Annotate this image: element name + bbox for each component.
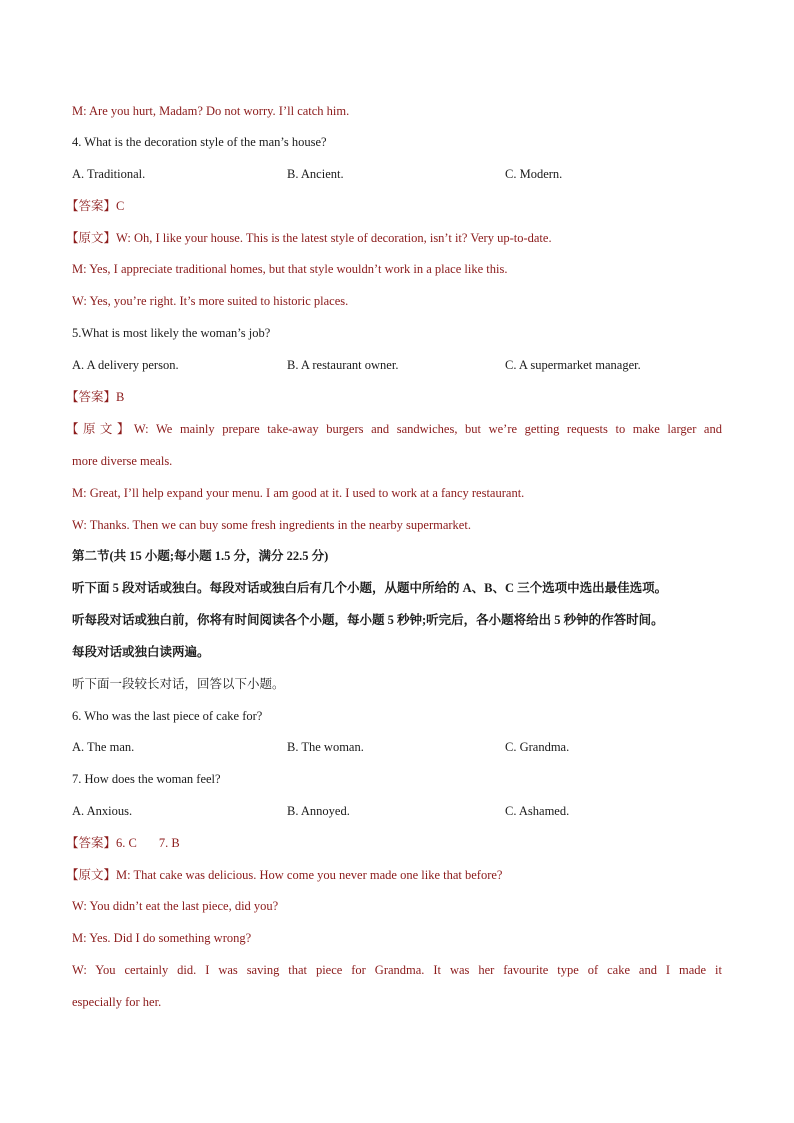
instructions-line-1: 听下面 5 段对话或独白。每段对话或独白后有几个小题，从题中所给的 A、B、C 三个选项中选出最佳选项。 [72, 581, 668, 595]
option-c: C. Modern. [505, 167, 563, 181]
answer-value: B [116, 390, 125, 404]
transcript-5-line-1b: more diverse meals. [72, 454, 173, 468]
transcript-tag: 【原文】 [66, 422, 134, 436]
option-c: C. Ashamed. [505, 804, 570, 818]
answer-value: C [116, 199, 125, 213]
question-4: 4. What is the decoration style of the man’s house? [72, 135, 327, 149]
transcript-67-line-4b: especially for her. [72, 995, 162, 1009]
instructions-line-2: 听每段对话或独白前，你将有时间阅读各个小题，每小题 5 秒钟;听完后，各小题将给出 5 秒钟的作答时间。 [72, 613, 664, 627]
question-5: 5.What is most likely the woman’s job? [72, 326, 271, 340]
transcript-4-line-2: M: Yes, I appreciate traditional homes, but that style wouldn’t work in a place like this. [72, 262, 508, 276]
option-a: A. Traditional. [72, 167, 146, 181]
option-c: C. A supermarket manager. [505, 358, 641, 372]
option-b: B. Annoyed. [287, 804, 350, 818]
transcript-line: M: Are you hurt, Madam? Do not worry. I’ll catch him. [72, 104, 350, 118]
answer-5 [66, 389, 716, 405]
transcript-5-line-3: W: Thanks. Then we can buy some fresh ingredients in the nearby supermarket. [72, 518, 471, 532]
answer-value-7: 7. B [158, 836, 180, 850]
option-c: C. Grandma. [505, 740, 570, 754]
option-a: A. Anxious. [72, 804, 133, 818]
answer-tag: 【答案】 [66, 199, 117, 213]
transcript-67-line-2: W: You didn’t eat the last piece, did you? [72, 899, 279, 913]
section-2-heading: 第二节(共 15 小题;每小题 1.5 分，满分 22.5 分) [72, 549, 329, 563]
option-a: A. A delivery person. [72, 358, 179, 372]
option-a: A. The man. [72, 740, 135, 754]
answer-4 [66, 198, 716, 214]
transcript-67-line-1: 【原文】M: That cake was delicious. How come you never made one like that before? [66, 868, 503, 882]
answer-tag: 【答案】 [66, 390, 117, 404]
transcript-tag: 【原文】 [66, 868, 117, 882]
option-b: B. Ancient. [287, 167, 344, 181]
answer-value-6: 6. C [116, 836, 137, 850]
transcript-5-line-2: M: Great, I’ll help expand your menu. I am good at it. I used to work at a fancy restaurant. [72, 486, 525, 500]
transcript-5-line-1: 【原文】W: We mainly prepare take-away burgers and sandwiches, but we’re getting requests to make larger and [66, 422, 722, 436]
option-b: B. A restaurant owner. [287, 358, 399, 372]
transcript-4-line-3: W: Yes, you’re right. It’s more suited to historic places. [72, 294, 349, 308]
intro-line: 听下面一段较长对话，回答以下小题。 [72, 677, 285, 691]
transcript-67-line-3: M: Yes. Did I do something wrong? [72, 931, 252, 945]
question-6: 6. Who was the last piece of cake for? [72, 709, 263, 723]
answer-6-7 [66, 835, 716, 851]
option-b: B. The woman. [287, 740, 364, 754]
transcript-4-line-1: 【原文】W: Oh, I like your house. This is the latest style of decoration, isn’t it? Very up-to-date. [66, 231, 552, 245]
transcript-67-line-4: W: You certainly did. I was saving that piece for Grandma. It was her favourite type of cake and I made it [72, 963, 722, 977]
answer-tag: 【答案】 [66, 836, 117, 850]
instructions-line-3: 每段对话或独白读两遍。 [72, 645, 210, 659]
transcript-tag: 【原文】 [66, 231, 117, 245]
question-7: 7. How does the woman feel? [72, 772, 221, 786]
